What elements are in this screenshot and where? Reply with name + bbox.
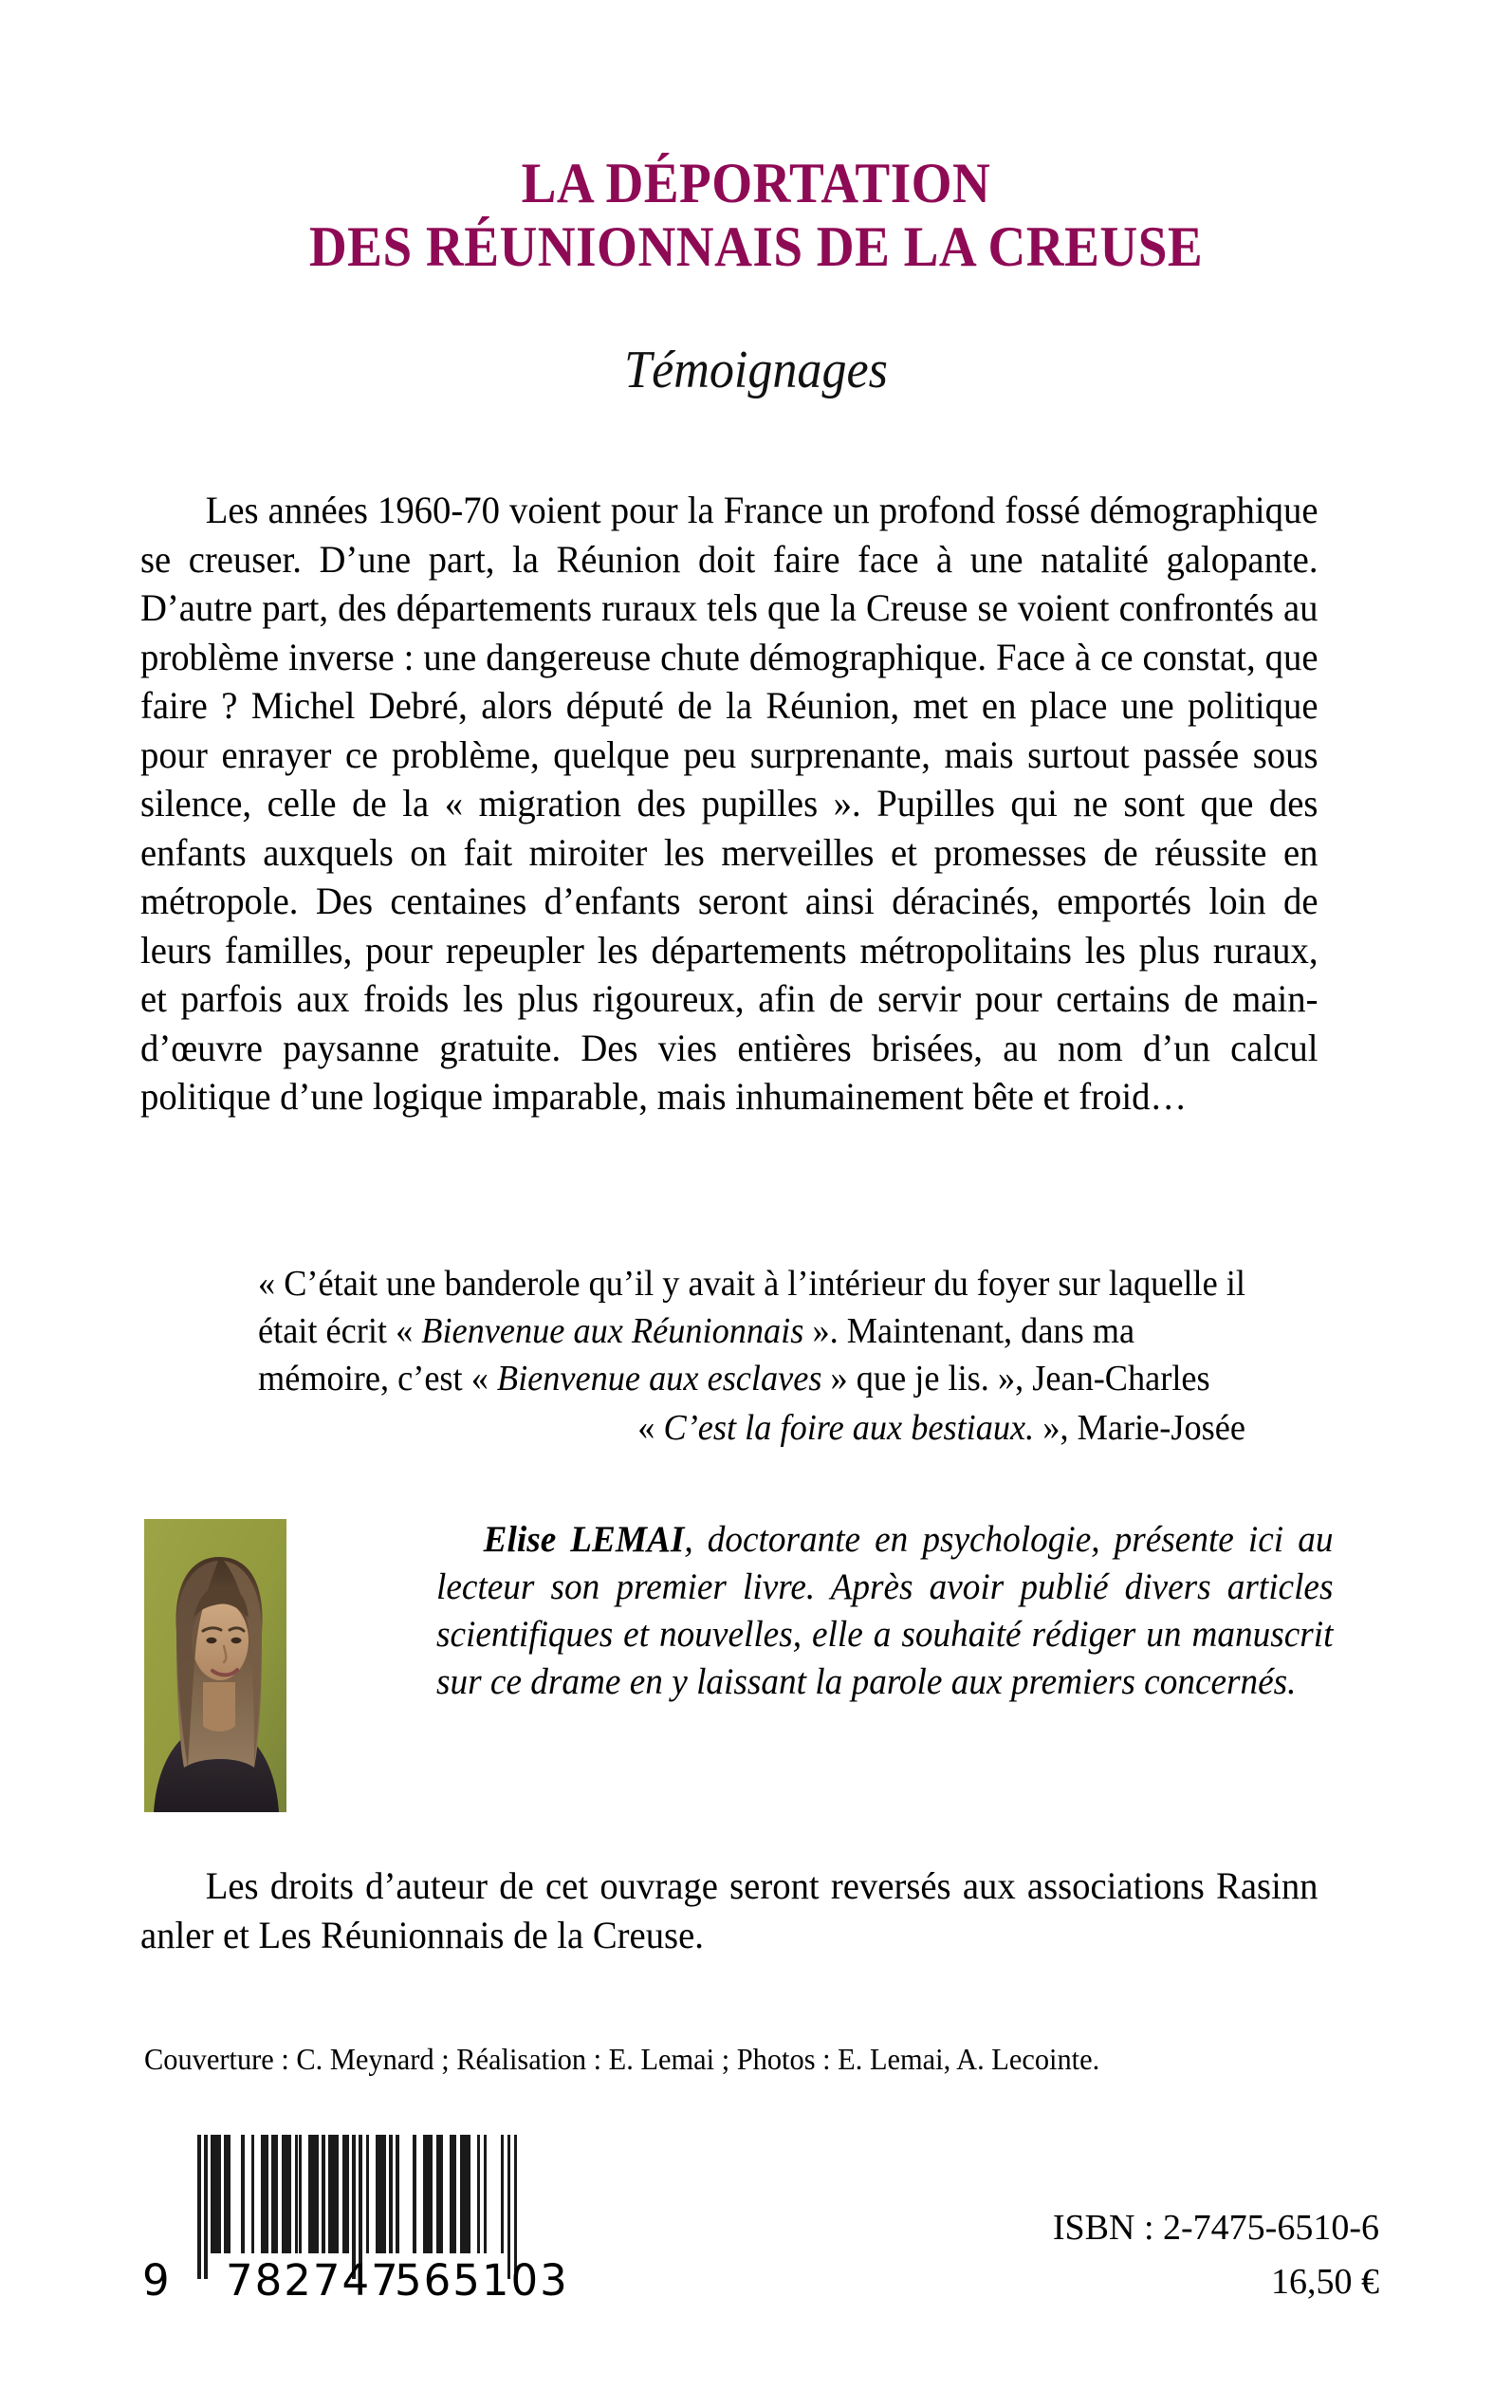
book-title xyxy=(0,152,1512,279)
author-name: Elise LEMAI xyxy=(483,1519,685,1560)
quote-1-part-2: ». Maintenant, dans ma mémoire, c’est « xyxy=(258,1311,1135,1398)
book-subtitle: Témoignages xyxy=(624,341,888,399)
quote-2-part-2: », Marie-Josée xyxy=(1034,1408,1245,1448)
isbn-price-block xyxy=(1053,2201,1379,2309)
testimonial-quotes xyxy=(258,1260,1245,1452)
price-text: 16,50 € xyxy=(1271,2262,1379,2302)
quote-1-italic-1: Bienvenue aux Réunionnais xyxy=(421,1311,804,1351)
credits-line: Couverture : C. Meynard ; Réalisation : E. Lemai ; Photos : E. Lemai, A. Lecointe. xyxy=(144,2042,1100,2076)
isbn-barcode xyxy=(142,2135,579,2306)
author-bio-text: , doctorante en psychologie, présente ici au lecteur son premier livre. Après avoir publié divers articles scientifiques et nouvelles, elle a souhaité rédiger un manuscrit sur ce drame en y laissant la parole aux premiers concernés. xyxy=(436,1519,1334,1702)
barcode-digit-group-1: 782747 xyxy=(226,2255,400,2306)
quote-2-italic-1: C’est la foire aux bestiaux. xyxy=(663,1408,1035,1448)
barcode-digit-group-2: 565103 xyxy=(395,2255,569,2306)
barcode-digit-left: 9 xyxy=(142,2255,172,2306)
quote-marie-josee xyxy=(258,1404,1245,1452)
title-line-2: DES RÉUNIONNAIS DE LA CREUSE xyxy=(308,215,1204,279)
author-portrait-photo xyxy=(144,1519,286,1812)
title-line-1: LA DÉPORTATION xyxy=(521,152,991,214)
quote-jean-charles xyxy=(258,1260,1245,1402)
quote-2-part-1: « xyxy=(637,1408,664,1448)
back-cover-blurb: Les années 1960-70 voient pour la France un profond fossé démographique se creuser. D’une part, la Réunion doit faire face à une natalité galopante. D’autre part, des départements ruraux tels que la Creuse se voient confrontés au problème inverse : une dangereuse chute démographique. Face à ce constat, que faire ? Michel Debré, alors député de la Réunion, met en place une politique pour enrayer ce problème, quelque peu surprenante, mais surtout passée sous silence, celle de la « migration des pupilles ». Pupilles qui ne sont que des enfants auxquels on fait miroiter les merveilles et promesses de réussite en métropole. Des centaines d’enfants seront ainsi déracinés, emportés loin de leurs familles, pour repeupler les départements métropolitains les plus ruraux, et parfois aux froids les plus rigoureux, afin de servir pour certains de main-d’œuvre paysanne gratuite. Des vies entières brisées, au nom d’un calcul politique d’une logique imparable, mais inhumainement bête et froid… xyxy=(140,489,1318,1118)
author-bio xyxy=(436,1516,1333,1706)
barcode-digits xyxy=(142,2255,579,2306)
isbn-text: ISBN : 2-7475-6510-6 xyxy=(1052,2208,1379,2248)
quote-1-italic-2: Bienvenue aux esclaves xyxy=(496,1359,822,1398)
barcode-bars xyxy=(197,2135,579,2253)
quote-1-part-1: « C’était une banderole qu’il y avait à l’intérieur du foyer sur laquelle il était écrit « xyxy=(258,1264,1245,1351)
royalties-note: Les droits d’auteur de cet ouvrage seront reversés aux associations Rasinn anler et Les Réunionnais de la Creuse. xyxy=(140,1864,1318,1956)
quote-1-part-3: » que je lis. », Jean-Charles xyxy=(821,1359,1210,1398)
